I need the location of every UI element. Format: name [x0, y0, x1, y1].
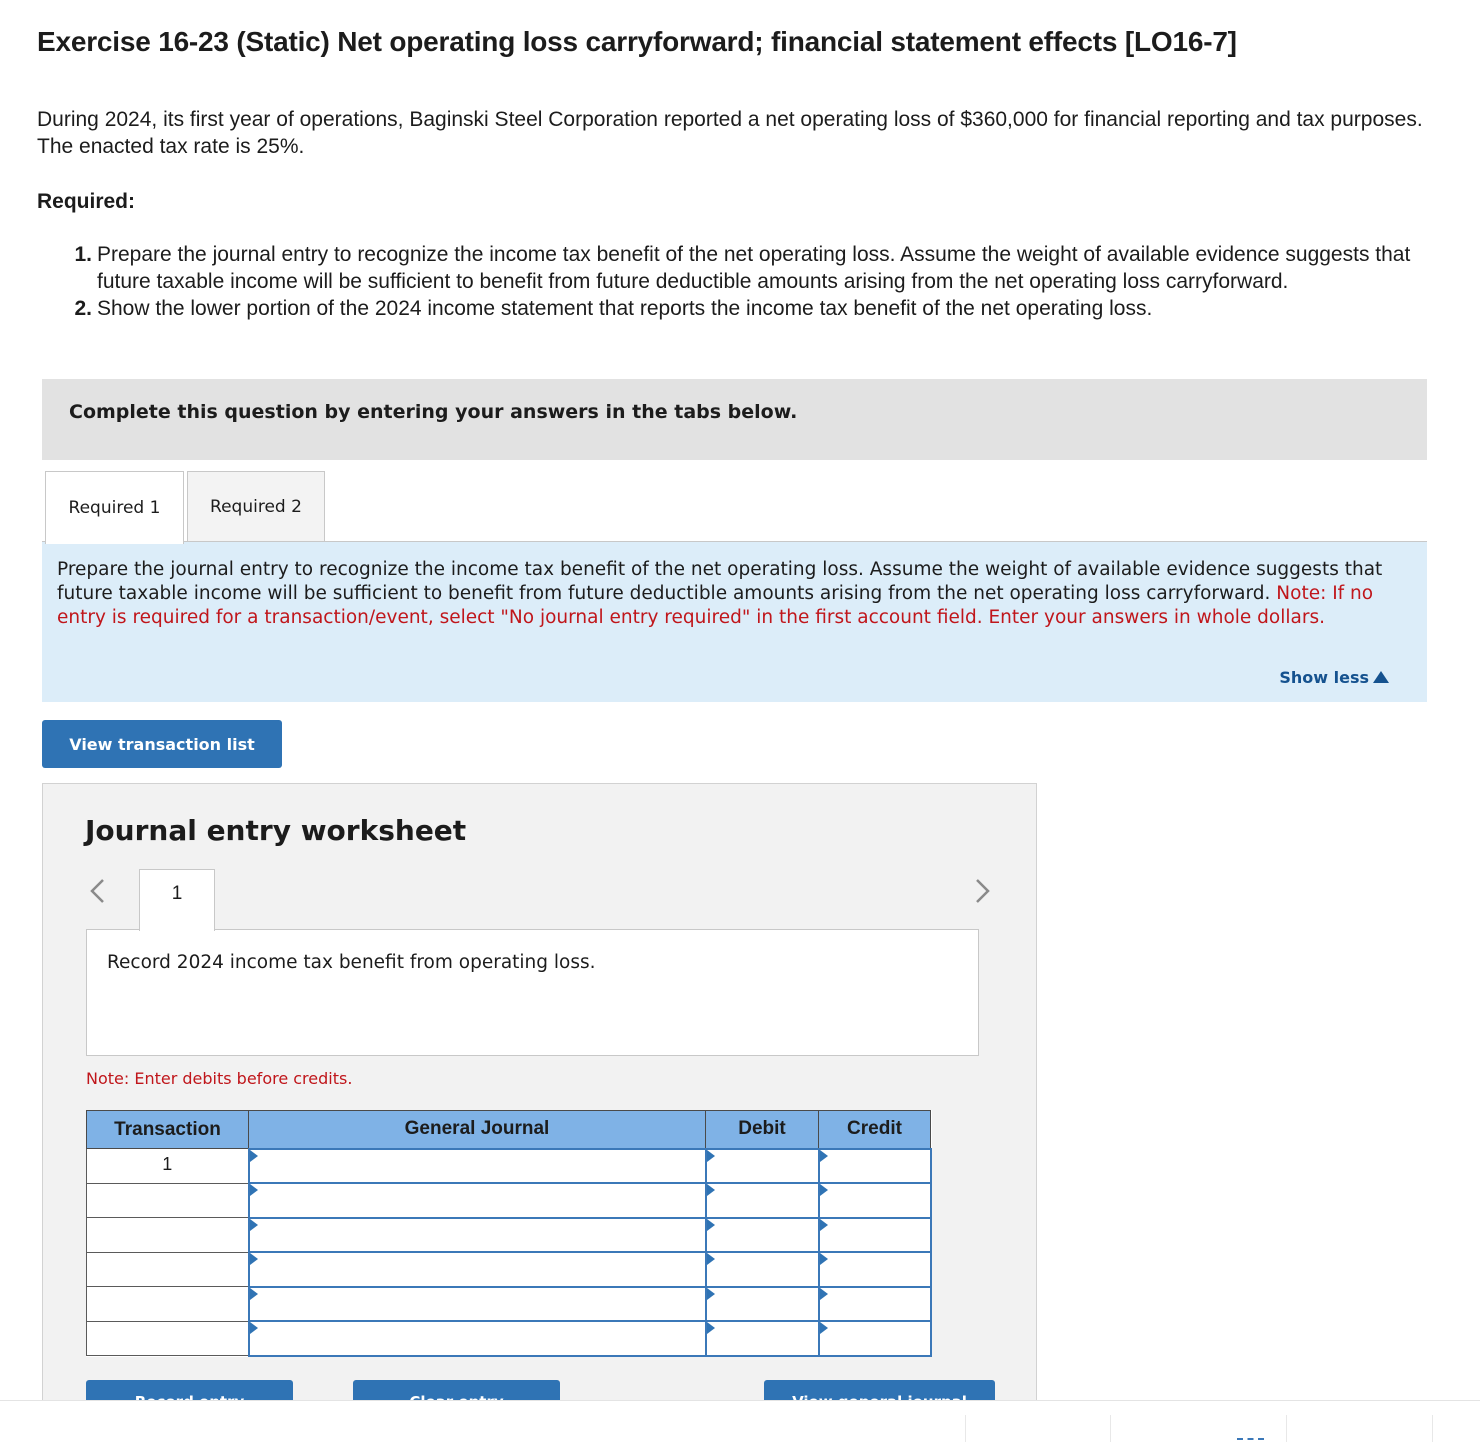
credit-cell[interactable]: [819, 1321, 931, 1356]
credit-input[interactable]: [820, 1150, 930, 1183]
instructions-note: Note: If no entry is required for a transaction/event, select "No journal entry required" in the first account field. Enter your answers in whole dollars.: [57, 583, 1374, 628]
entry-description-box: [86, 929, 979, 1056]
credit-input[interactable]: [820, 1219, 930, 1252]
debit-cell[interactable]: [706, 1149, 819, 1184]
account-select[interactable]: [249, 1252, 706, 1287]
instructions-body: Prepare the journal entry to recognize the income tax benefit of the net operating loss. Assume the weight of available evidence suggests that future taxable income will be sufficient to benefit from future deductible amounts arising from the net operating loss carryforward.: [57, 559, 1383, 604]
view-transaction-list-button[interactable]: View transaction list: [42, 720, 282, 768]
table-row: [87, 1287, 931, 1322]
account-select[interactable]: [249, 1218, 706, 1253]
instructions-text: [57, 558, 1417, 630]
column-header-debit: Debit: [706, 1111, 819, 1149]
worksheet-title: Journal entry worksheet: [85, 814, 467, 847]
transaction-cell: [87, 1252, 249, 1287]
account-input[interactable]: [250, 1219, 705, 1252]
journal-table: [86, 1110, 932, 1357]
debit-cell[interactable]: [706, 1287, 819, 1322]
account-select[interactable]: [249, 1183, 706, 1218]
transaction-cell: [87, 1183, 249, 1218]
entry-tab-1[interactable]: 1: [139, 869, 215, 931]
column-header-transaction: Transaction: [87, 1111, 249, 1149]
tab-required-2[interactable]: Required 2: [187, 471, 325, 543]
credit-input[interactable]: [820, 1184, 930, 1217]
entry-description: Record 2024 income tax benefit from operating loss.: [107, 952, 596, 973]
complete-banner-text: Complete this question by entering your answers in the tabs below.: [69, 401, 798, 423]
account-input[interactable]: [250, 1253, 705, 1286]
chevron-left-icon[interactable]: [87, 876, 109, 906]
toolbar-divider: [1432, 1415, 1433, 1442]
account-select[interactable]: [249, 1149, 706, 1184]
account-select[interactable]: [249, 1321, 706, 1356]
debit-input[interactable]: [707, 1322, 818, 1355]
transaction-cell: [87, 1321, 249, 1356]
debit-cell[interactable]: [706, 1183, 819, 1218]
show-less-label: Show less: [1279, 668, 1369, 687]
column-header-general-journal: General Journal: [249, 1111, 706, 1149]
requirement-number: 1.: [74, 243, 92, 266]
toolbar-indicator: [1237, 1438, 1264, 1440]
toolbar-divider: [1286, 1415, 1287, 1442]
credit-input[interactable]: [820, 1288, 930, 1321]
table-row: [87, 1252, 931, 1287]
account-input[interactable]: [250, 1184, 705, 1217]
debit-input[interactable]: [707, 1219, 818, 1252]
requirement-number: 2.: [74, 297, 92, 320]
credit-input[interactable]: [820, 1322, 930, 1355]
requirement-text: Show the lower portion of the 2024 income statement that reports the income tax benefit of the net operating loss.: [97, 297, 1153, 320]
debit-input[interactable]: [707, 1184, 818, 1217]
show-less-link[interactable]: [1279, 668, 1389, 687]
credit-cell[interactable]: [819, 1218, 931, 1253]
required-label: Required:: [37, 190, 136, 213]
requirement-1: [70, 241, 1450, 295]
triangle-up-icon: [1373, 671, 1389, 683]
debit-cell[interactable]: [706, 1252, 819, 1287]
requirements-list: [70, 241, 1450, 322]
transaction-cell: [87, 1287, 249, 1322]
credit-cell[interactable]: [819, 1183, 931, 1218]
problem-intro: During 2024, its first year of operations, Baginski Steel Corporation reported a net operating loss of $360,000 for financial reporting and tax purposes. The enacted tax rate is 25%.: [37, 108, 1423, 158]
account-input[interactable]: [250, 1288, 705, 1321]
debit-input[interactable]: [707, 1288, 818, 1321]
account-select[interactable]: [249, 1287, 706, 1322]
debit-input[interactable]: [707, 1253, 818, 1286]
account-input[interactable]: [250, 1150, 705, 1183]
table-row: [87, 1321, 931, 1356]
journal-header-row: [87, 1111, 931, 1149]
requirement-2: [70, 295, 1450, 322]
chevron-right-icon[interactable]: [971, 876, 993, 906]
transaction-cell: 1: [87, 1149, 249, 1184]
debit-input[interactable]: [707, 1150, 818, 1183]
journal-entry-worksheet: [42, 783, 1037, 1423]
debit-cell[interactable]: [706, 1218, 819, 1253]
debit-cell[interactable]: [706, 1321, 819, 1356]
instructions-panel: [42, 542, 1427, 702]
table-row: [87, 1149, 931, 1184]
complete-banner: [42, 379, 1427, 460]
toolbar-divider: [965, 1415, 966, 1442]
credit-input[interactable]: [820, 1253, 930, 1286]
credit-cell[interactable]: [819, 1287, 931, 1322]
credit-cell[interactable]: [819, 1252, 931, 1287]
debits-note: Note: Enter debits before credits.: [86, 1069, 353, 1088]
toolbar-divider: [1110, 1415, 1111, 1442]
requirement-text: Prepare the journal entry to recognize the income tax benefit of the net operating loss. Assume the weight of available evidence suggests that future taxable income will be sufficient to benefit from future deductible amounts arising from the net operating loss carryforward.: [97, 243, 1411, 293]
credit-cell[interactable]: [819, 1149, 931, 1184]
account-input[interactable]: [250, 1322, 705, 1355]
tab-required-1[interactable]: Required 1: [45, 471, 184, 544]
table-row: [87, 1183, 931, 1218]
transaction-cell: [87, 1218, 249, 1253]
column-header-credit: Credit: [819, 1111, 931, 1149]
page-title: Exercise 16-23 (Static) Net operating loss carryforward; financial statement effects [LO16-7]: [37, 26, 1237, 57]
table-row: [87, 1218, 931, 1253]
bottom-toolbar: [0, 1400, 1480, 1442]
